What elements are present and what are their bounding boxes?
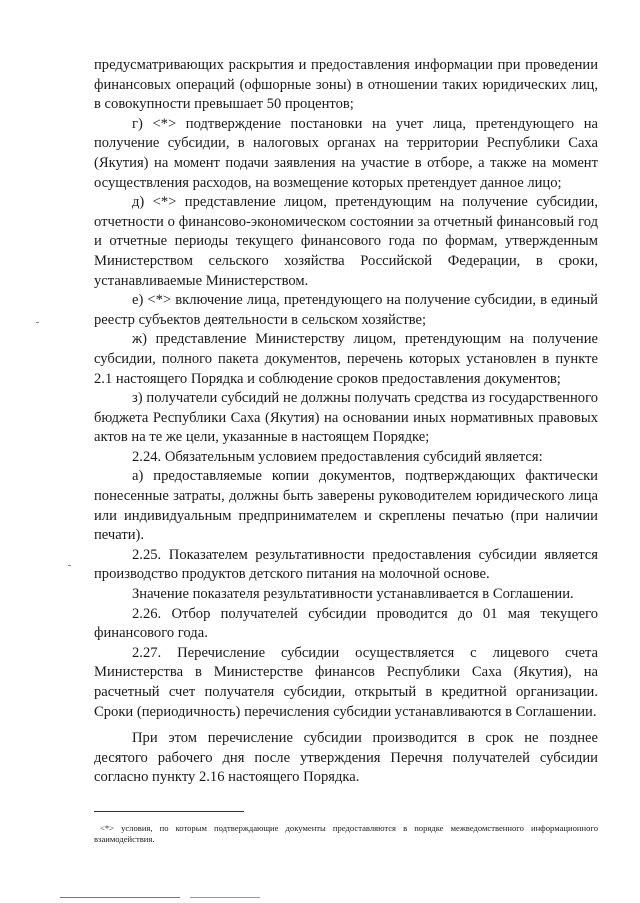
scan-artifact-line xyxy=(60,897,180,898)
paragraph-item-e: е) <*> включение лица, претендующего на получение субсидии, в единый реестр субъектов деятельности в сельском хозяйстве; xyxy=(94,292,598,328)
document-body xyxy=(94,56,598,788)
paragraph-2-27: 2.27. Перечисление субсидии осуществляется с лицевого счета Министерства в Министерстве финансов Республики Саха (Якутия), на расчетный счет получателя субсидии, открытый в кредитной организации. Сроки (периодичность) перечисления субсидии устанавливаются в Соглашении. xyxy=(94,644,598,720)
paragraph-2-25: 2.25. Показателем результативности предоставления субсидии является производство продуктов детского питания на молочной основе. xyxy=(94,546,598,583)
paragraph-transfer-deadline: При этом перечисление субсидии производится в срок не позднее десятого рабочего дня после утверждения Перечня получателей субсидии согласно пункту 2.16 настоящего Порядка. xyxy=(94,730,598,786)
paragraph-continuation: предусматривающих раскрытия и предоставления информации при проведении финансовых операций (офшорные зоны) в отношении таких юридических лиц, в совокупности превышает 50 процентов; xyxy=(94,57,598,113)
paragraph-item-z: з) получатели субсидий не должны получать средства из государственного бюджета Республики Саха (Якутия) на основании иных нормативных правовых актов на те же цели, указанные в настоящем Порядке; xyxy=(94,390,598,446)
footnote-separator xyxy=(94,811,244,812)
paragraph-indicator-value: Значение показателя результативности устанавливается в Соглашении. xyxy=(132,586,574,603)
footnote: <*> условия, по которым подтверждающие документы предоставляются в порядке межведомственного информационного взаимодействия. xyxy=(94,823,598,844)
paragraph-item-a: а) предоставляемые копии документов, подтверждающих фактически понесенные затраты, должны быть заверены руководителем юридического лица или индивидуальным предпринимателем и скреплены печатью (при наличии печати). xyxy=(94,468,598,544)
paragraph-2-26: 2.26. Отбор получателей субсидии проводится до 01 мая текущего финансового года. xyxy=(94,605,598,642)
scan-artifact-dot xyxy=(36,322,39,323)
scan-artifact-dot xyxy=(68,565,71,566)
paragraph-item-g: г) <*> подтверждение постановки на учет лица, претендующего на получение субсидии, в налоговых органах на территории Республики Саха (Якутия) на момент подачи заявления на участие в отборе, а также на момент осуществления расходов, на возмещение которых претендует данное лицо; xyxy=(94,115,598,191)
paragraph-2-24: 2.24. Обязательным условием предоставления субсидий является: xyxy=(132,448,543,465)
paragraph-item-zh: ж) представление Министерству лицом, претендующим на получение субсидии, полного пакета документов, перечень которых установлен в пункте 2.1 настоящего Порядка и соблюдение сроков предоставления документов; xyxy=(94,331,598,387)
paragraph-item-d: д) <*> представление лицом, претендующим на получение субсидии, отчетности о финансово-экономическом состоянии за отчетный финансовый год и отчетные периоды текущего финансового года по формам, утвержденным Министерством сельского хозяйства Российской Федерации, в сроки, устанавливаемые Министерством. xyxy=(94,194,598,289)
scan-artifact-line xyxy=(190,897,260,898)
